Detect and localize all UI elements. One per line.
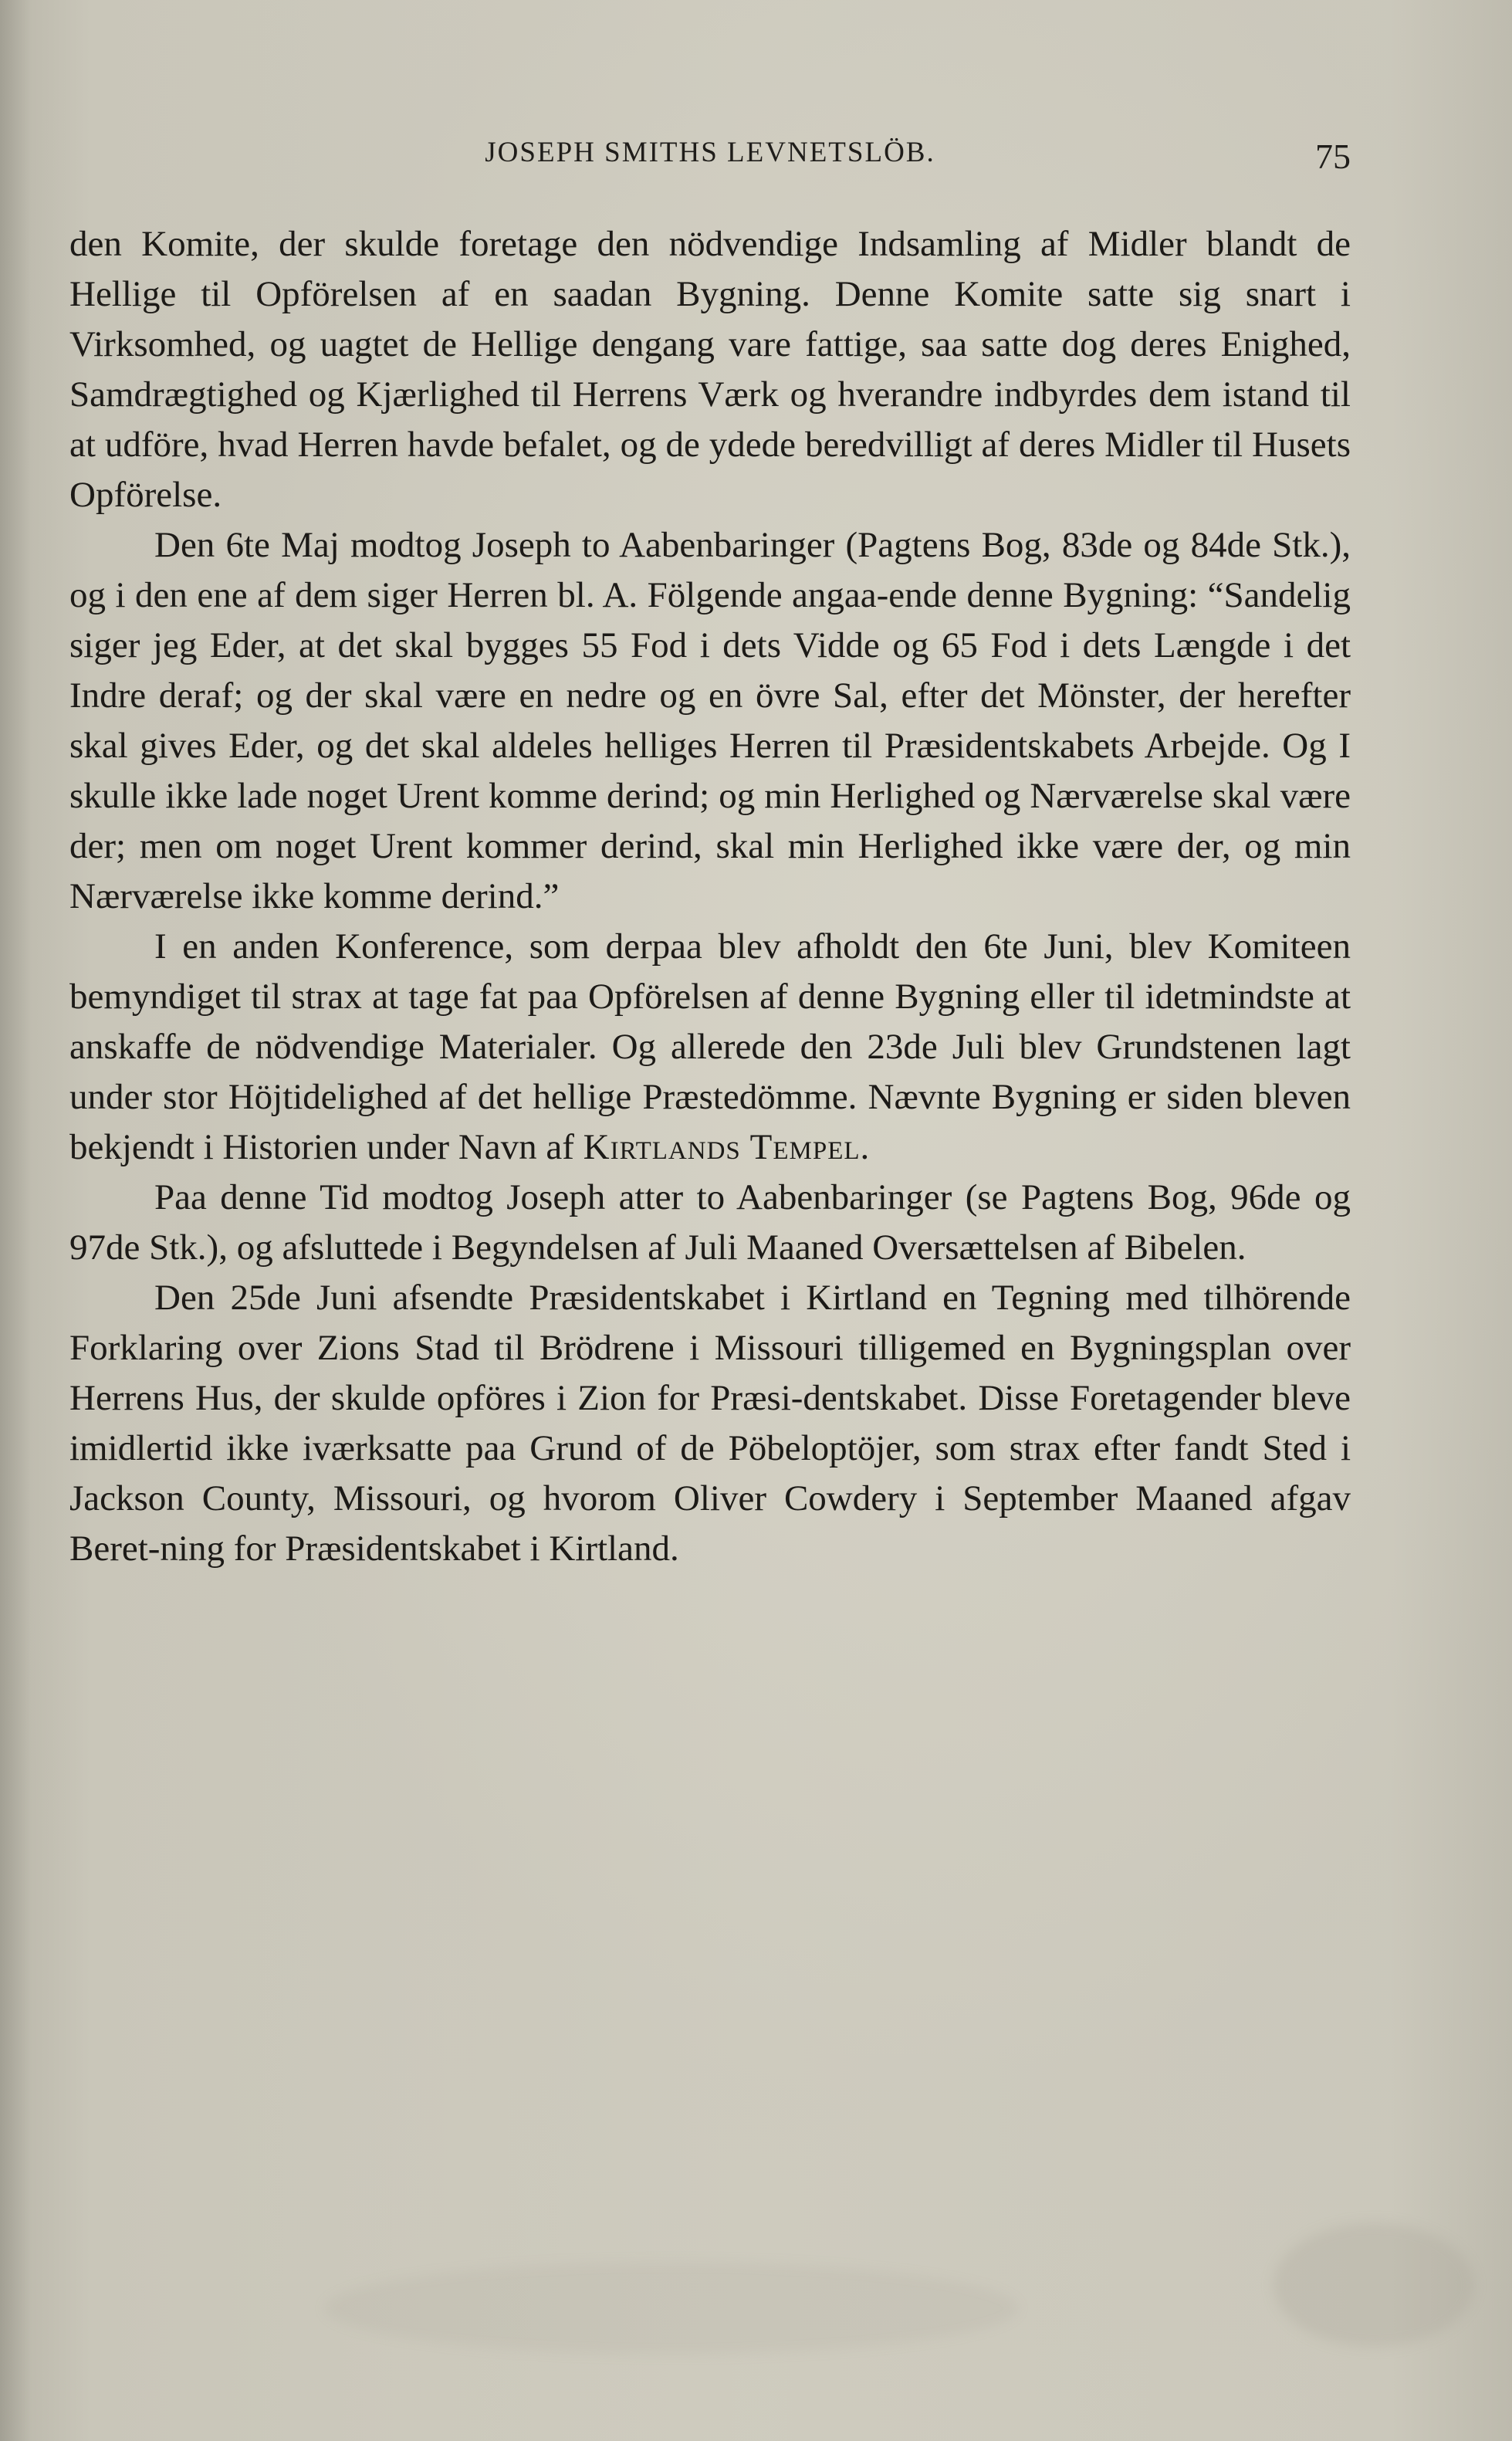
temple-name-smallcaps: Kirtlands Tempel. — [583, 1127, 871, 1167]
body-text — [69, 219, 1351, 1574]
page-number: 75 — [1315, 137, 1351, 176]
paragraph — [69, 1273, 1351, 1574]
bleed-through-shadow — [324, 2262, 1019, 2355]
running-title: JOSEPH SMITHS LEVNETSLÖB. — [485, 137, 935, 168]
page-header — [69, 136, 1351, 182]
paragraph-text: Den 6te Maj modtog Joseph to Aabenbaringer (Pagtens Bog, 83de og 84de Stk.), og i den ene af dem siger Herren bl. A. Fölgende angaa-ende denne Bygning: “Sandelig siger jeg Eder, at det skal bygges 55 Fod i dets Vidde og 65 Fod i dets Længde i det Indre deraf; og der skal være en nedre og en övre Sal, efter det Mönster, der herefter skal gives Eder, og det skal aldeles helliges Herren til Præsidentskabets Arbejde. Og I skulle ikke lade noget Urent komme derind; og min Herlighed og Nærværelse skal være der; men om noget Urent kommer derind, skal min Herlighed ikke være der, og min Nærværelse ikke komme derind.” — [69, 525, 1351, 916]
paragraph — [69, 520, 1351, 922]
paragraph-text: den Komite, der skulde foretage den nödvendige Indsamling af Midler blandt de Hellige til Opförelsen af en saadan Bygning. Denne Komite satte sig snart i Virksomhed, og uagtet de Hellige dengang vare fattige, saa satte dog deres Enighed, Samdrægtighed og Kjærlighed til Herrens Værk og hverandre indbyrdes dem istand til at udföre, hvad Herren havde befalet, og de ydede beredvilligt af deres Midler til Husets Opförelse. — [69, 224, 1351, 515]
paragraph-text: Den 25de Juni afsendte Præsidentskabet i Kirtland en Tegning med tilhörende Forklaring over Zions Stad til Brödrene i Missouri tilligemed en Bygningsplan over Herrens Hus, der skulde opföres i Zion for Præsi-dentskabet. Disse Foretagender bleve imidlertid ikke iværksatte paa Grund of de Pöbeloptöjer, som strax efter fandt Sted i Jackson County, Missouri, og hvorom Oliver Cowdery i September Maaned afgav Beret-ning for Præsidentskabet i Kirtland. — [69, 1278, 1351, 1569]
paragraph-text: I en anden Konference, som derpaa blev afholdt den 6te Juni, blev Komiteen bemyndiget til strax at tage fat paa Opförelsen af denne Bygning eller til idetmindste at anskaffe de nödvendige Materialer. Og allerede den 23de Juli blev Grundstenen lagt under stor Höjtidelighed af det hellige Præstedömme. Nævnte Bygning er siden bleven bekjendt i Historien under Navn af — [69, 926, 1351, 1167]
paper-stain — [1274, 2223, 1474, 2347]
paragraph — [69, 1173, 1351, 1273]
paragraph — [69, 219, 1351, 520]
paragraph-text: Paa denne Tid modtog Joseph atter to Aabenbaringer (se Pagtens Bog, 96de og 97de Stk.), og afsluttede i Begyndelsen af Juli Maaned Oversættelsen af Bibelen. — [69, 1177, 1351, 1268]
paragraph — [69, 922, 1351, 1173]
